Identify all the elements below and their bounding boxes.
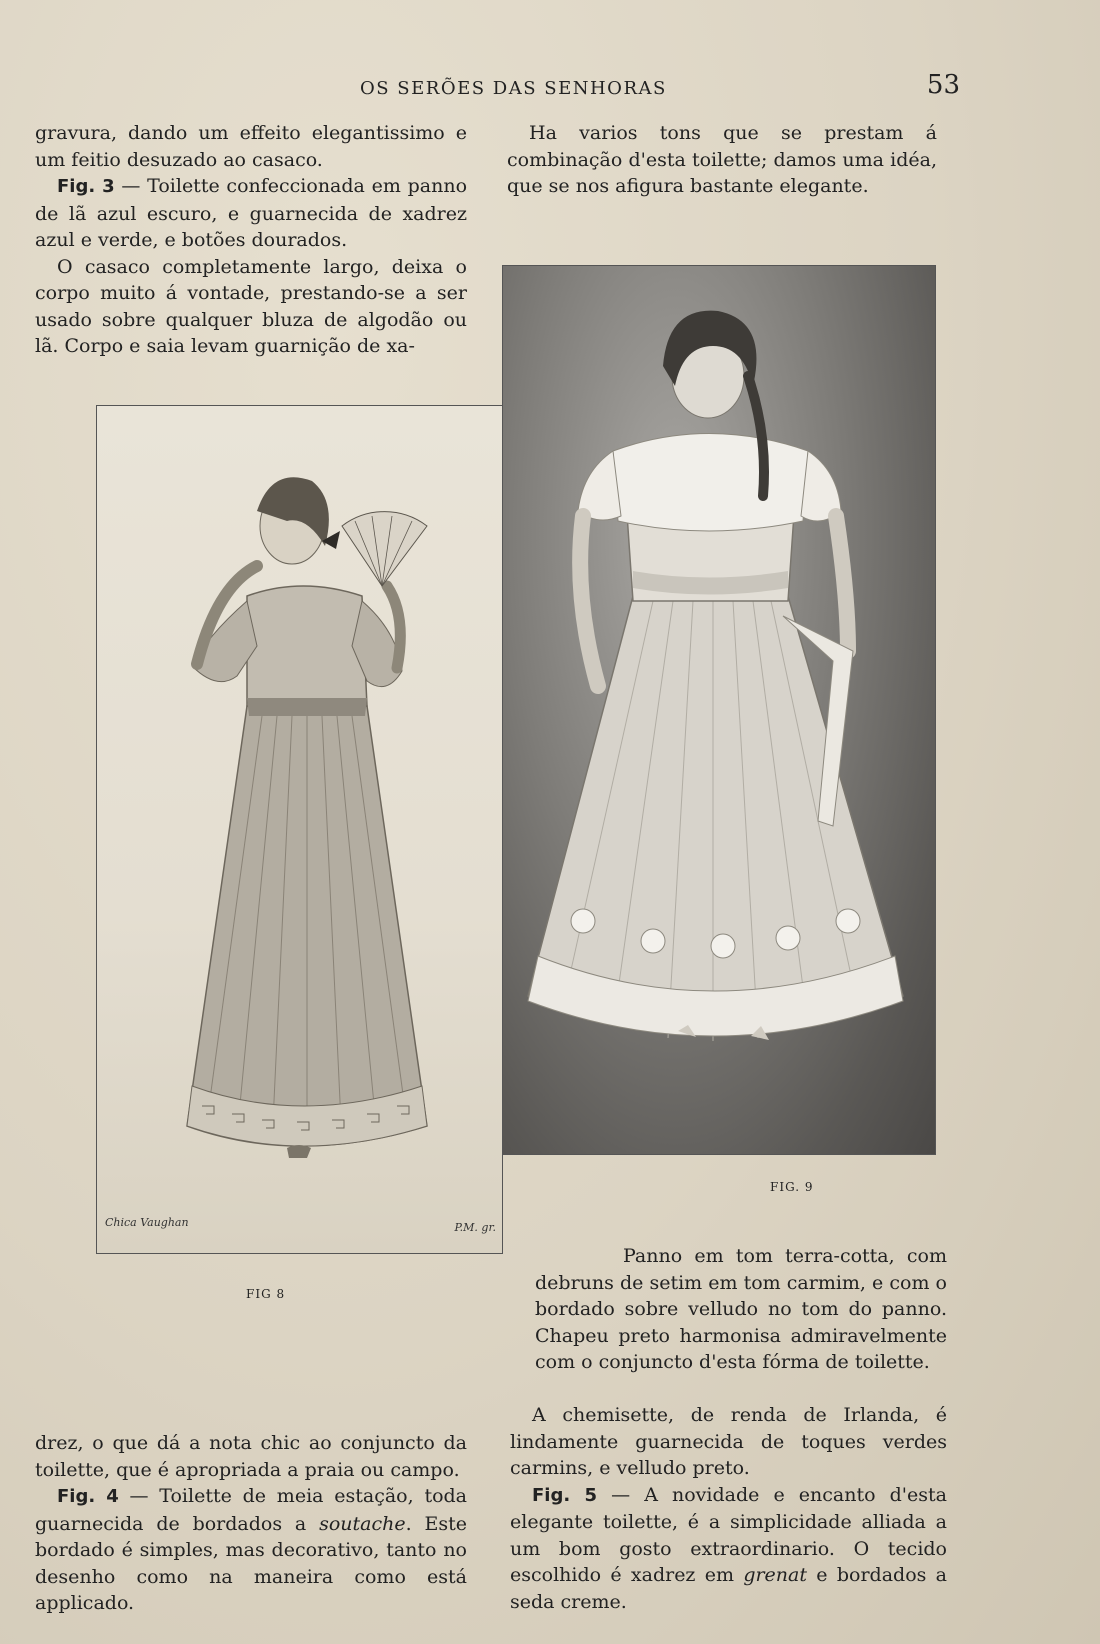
emphasis-text: soutache xyxy=(319,1512,406,1535)
paragraph-text: e bordados a seda creme. xyxy=(510,1564,948,1613)
paragraph-text: — Toilette confeccionada em panno de lã azul escuro, e guarnecida de xadrez azul e verde, e botões dourados. xyxy=(35,175,468,251)
engraver-mark: P.M. gr. xyxy=(454,1221,496,1234)
left-column-bottom-text xyxy=(35,1430,467,1617)
page-header xyxy=(0,70,1100,110)
figure-8-drawing xyxy=(97,406,502,1253)
paragraph: A chemisette, de renda de Irlanda, é lindamente guarnecida de toques verdes carmins, e velludo preto. xyxy=(510,1404,947,1479)
figure-reference: Fig. 4 xyxy=(57,1486,119,1507)
paragraph xyxy=(510,1482,947,1616)
paragraph-text: — Toilette de meia estação, toda guarnecida de bordados a xyxy=(35,1485,468,1535)
running-title: OS SERÕES DAS SENHORAS xyxy=(360,78,667,99)
figure-8-caption: FIG 8 xyxy=(246,1287,286,1301)
figure-9-photograph xyxy=(502,265,936,1155)
figure-reference: Fig. 5 xyxy=(532,1484,598,1506)
figure-reference: Fig. 3 xyxy=(57,176,115,197)
emphasis-text: grenat xyxy=(743,1564,808,1586)
paragraph: gravura, dando um effeito elegantissimo e um feitio desuzado ao casaco. xyxy=(35,122,467,171)
paragraph xyxy=(35,1483,467,1617)
paragraph: Ha varios tons que se prestam á combinação d'esta toilette; damos uma idéa, que se nos afigura bastante elegante. xyxy=(507,122,937,197)
paragraph: drez, o que dá a nota chic ao conjuncto da toilette, que é apropriada a praia ou campo. xyxy=(35,1432,467,1481)
paragraph xyxy=(35,173,467,254)
paragraph: Panno em tom terra-cotta, com debruns de setim em tom carmim, e com o bordado sobre velludo no tom do panno. Chapeu preto harmonisa admiravelmente com o conjuncto d'esta fórma de toilette. xyxy=(535,1245,947,1373)
right-column-bottom-text-2 xyxy=(510,1402,947,1615)
right-column-bottom-text xyxy=(535,1243,947,1376)
figure-9-caption: FIG. 9 xyxy=(770,1180,814,1194)
left-column-top-text xyxy=(35,120,467,360)
paragraph: O casaco completamente largo, deixa o corpo muito á vontade, prestando-se a ser usado sobre qualquer bluza de algodão ou lã. Corpo e saia levam guarnição de xa- xyxy=(35,255,467,357)
paragraph-text: . Este bordado é simples, mas decorativo, tanto no desenho como na maneira como está applicado. xyxy=(35,1512,467,1614)
figure-9-drawing xyxy=(503,266,935,1154)
figure-8-illustration xyxy=(96,405,503,1254)
paragraph-text: — A novidade e encanto d'esta elegante toilette, é a simplicidade alliada a um bom gosto extraordinario. O tecido escolhido é xadrez em xyxy=(510,1483,947,1586)
artist-signature: Chica Vaughan xyxy=(105,1216,189,1229)
page-number: 53 xyxy=(926,70,960,100)
right-column-top-text xyxy=(507,120,937,200)
